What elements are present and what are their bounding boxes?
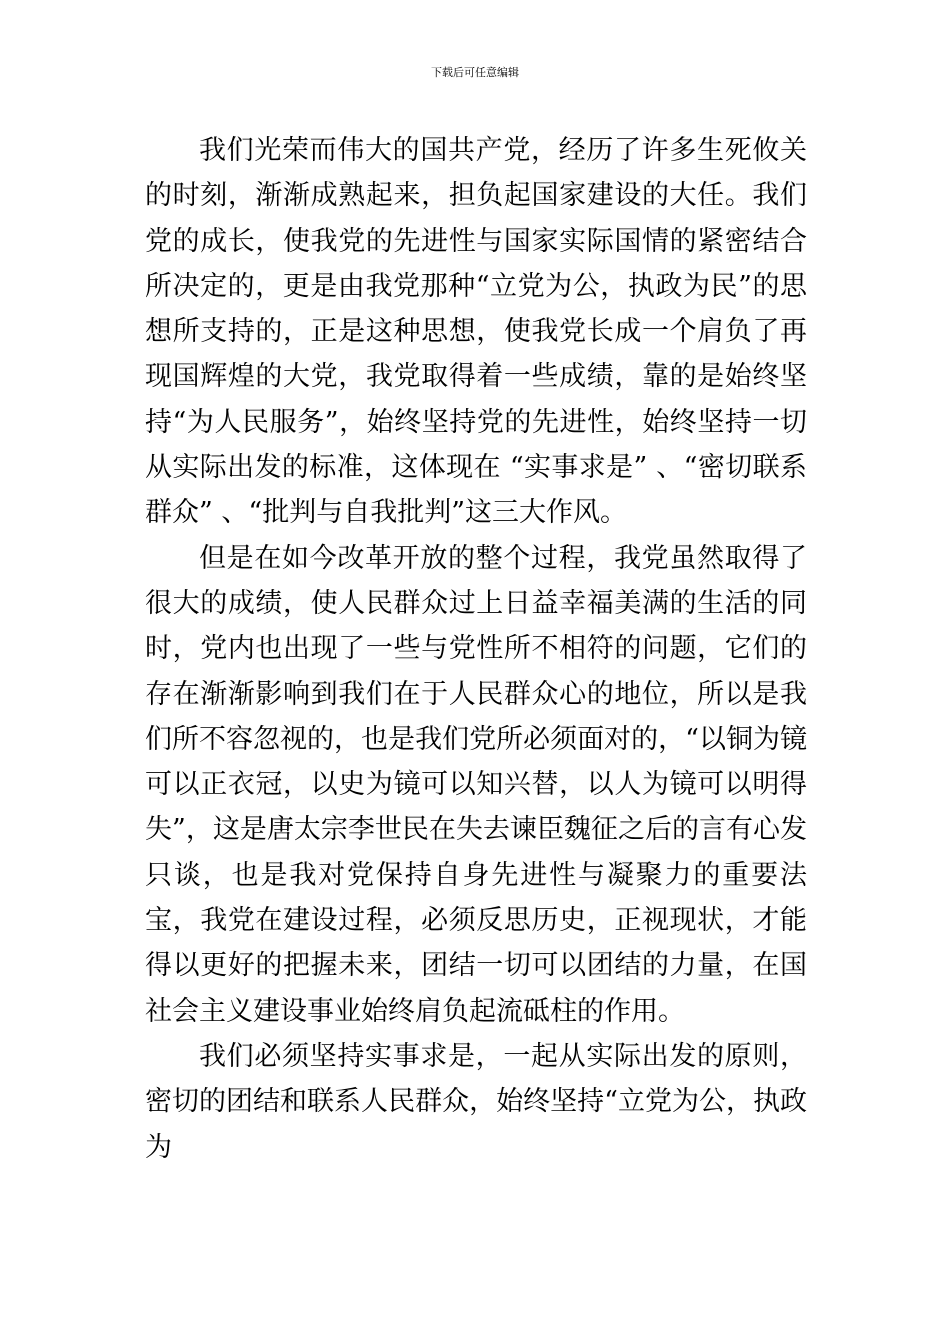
paragraph-2: 但是在如今改革开放的整个过程，我党虽然取得了很大的成绩，使人民群众过上日益幸福美满的生活的同时，党内也出现了一些与党性所不相符的问题，它们的存在渐渐影响到我们在于人民群众心的地位，所以是我们所不容忽视的，也是我们党所必须面对的，“以铜为镜可以正衣冠，以史为镜可以知兴替，以人为镜可以明得失”，这是唐太宗李世民在失去谏臣魏征之后的言有心发只谈，也是我对党保持自身先进性与凝聚力的重要法宝，我党在建设过程，必须反思历史，正视现状，才能得以更好的把握未来，团结一切可以团结的力量，在国社会主义建设事业始终肩负起流砥柱的作用。 <box>145 542 807 1027</box>
page-header: 下载后可任意编辑 <box>431 66 519 79</box>
document-body <box>145 128 807 1170</box>
paragraph-1: 我们光荣而伟大的国共产党，经历了许多生死攸关的时刻，渐渐成熟起来，担负起国家建设的大任。我们党的成长，使我党的先进性与国家实际国情的紧密结合所决定的，更是由我党那种“立党为公，执政为民”的思想所支持的，正是这种思想，使我党长成一个肩负了再现国辉煌的大党，我党取得着一些成绩，靠的是始终坚持“为人民服务”，始终坚持党的先进性，始终坚持一切从实际出发的标准，这体现在 “实事求是” 、“密切联系群众” 、“批判与自我批判”这三大作风。 <box>145 135 807 529</box>
paragraph-3: 我们必须坚持实事求是，一起从实际出发的原则，密切的团结和联系人民群众，始终坚持“立党为公，执政为 <box>145 1040 807 1163</box>
